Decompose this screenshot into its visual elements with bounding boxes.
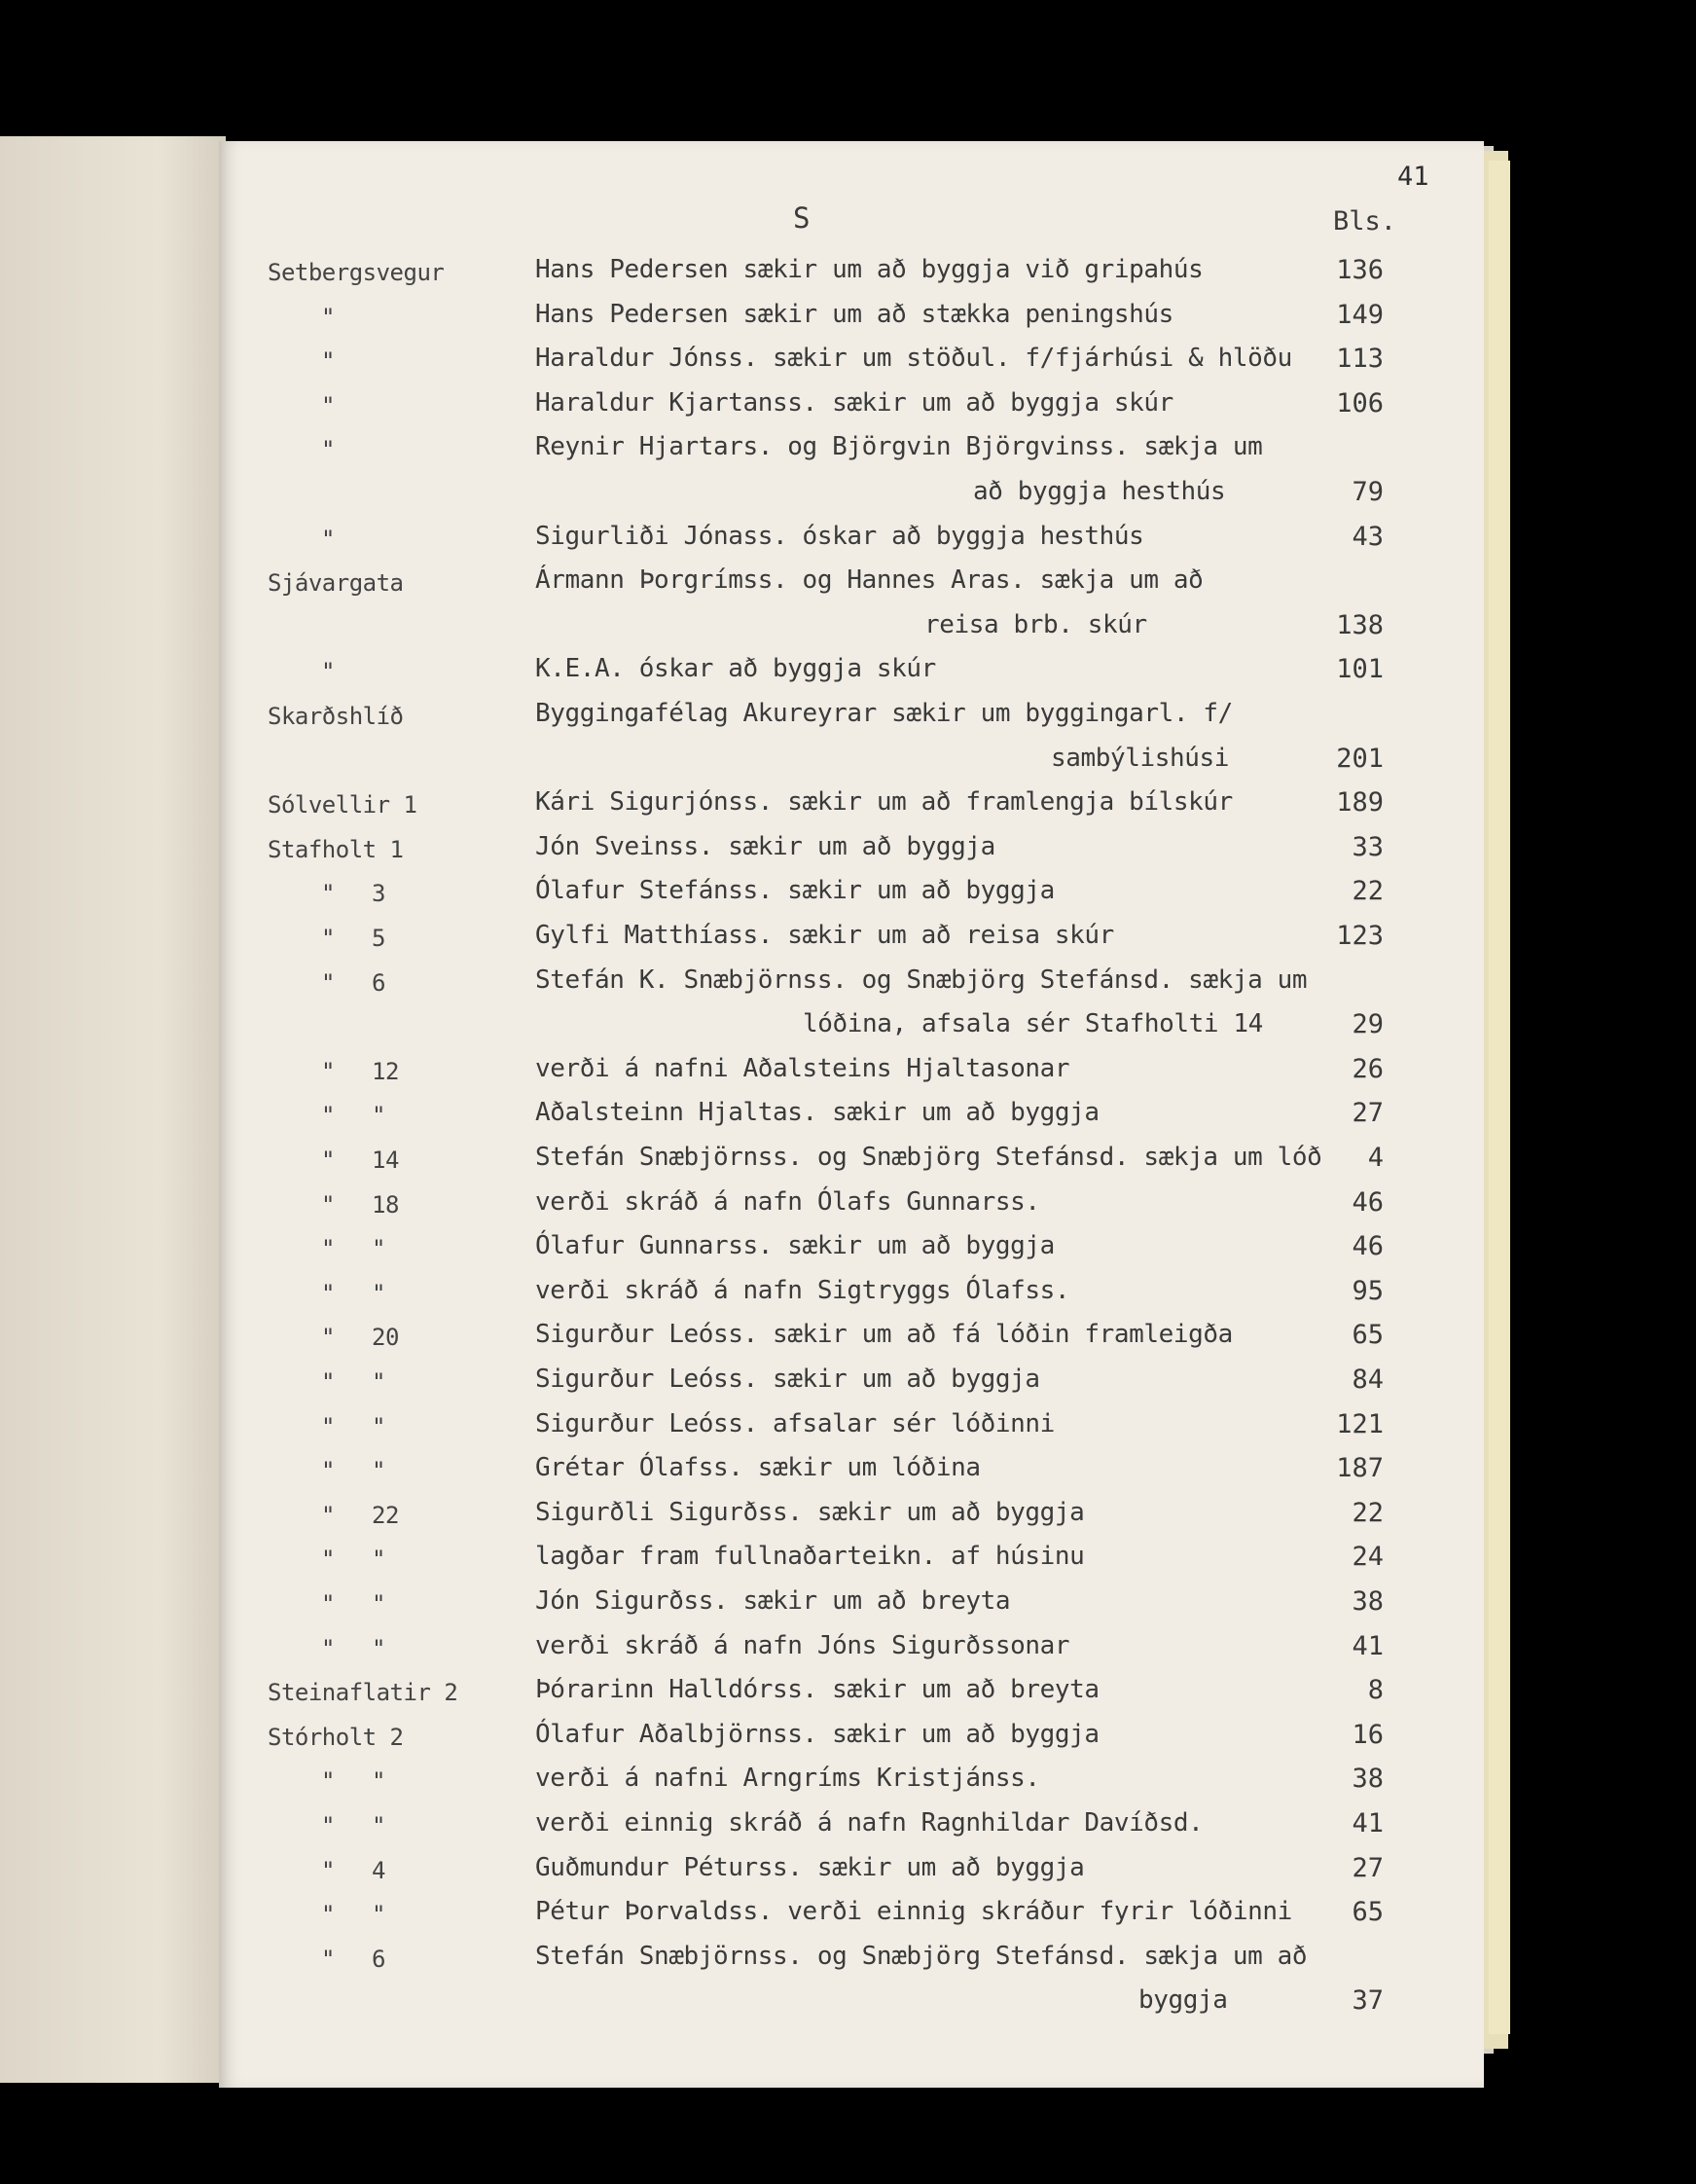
entry-description: Ólafur Stefánss. sækir um að byggja xyxy=(535,876,1055,905)
page-reference: 37 xyxy=(1352,1985,1384,2016)
entry-description: Sigurður Leóss. sækir um að byggja xyxy=(535,1365,1040,1394)
entry-description: verði á nafni Arngríms Kristjánss. xyxy=(535,1764,1040,1793)
entry-description: Sigurðli Sigurðss. sækir um að byggja xyxy=(535,1498,1085,1527)
entry-description: Ólafur Aðalbjörnss. sækir um að byggja xyxy=(535,1720,1100,1749)
street-name: " xyxy=(321,1191,335,1219)
entry-description: Sigurliði Jónass. óskar að byggja hesthús xyxy=(535,522,1144,551)
page-reference: 29 xyxy=(1352,1009,1384,1039)
page-reference: 201 xyxy=(1336,744,1384,774)
street-name: " xyxy=(321,304,335,331)
entry-description: Jón Sveinss. sækir um að byggja xyxy=(535,832,995,861)
page-reference: 43 xyxy=(1352,522,1384,552)
entry-description: Kári Sigurjónss. sækir um að framlengja bílskúr xyxy=(535,787,1233,817)
street-name: Sjávargata xyxy=(268,569,404,597)
street-name: Sólvellir 1 xyxy=(268,791,417,819)
house-number: " xyxy=(372,1767,385,1795)
page-reference: 38 xyxy=(1352,1764,1384,1794)
street-name: " xyxy=(321,969,335,997)
house-number: 6 xyxy=(372,969,385,997)
entry-description: Hans Pedersen sækir um að byggja við gripahús xyxy=(535,255,1204,284)
entry-description: verði einnig skráð á nafn Ragnhildar Davíðsd. xyxy=(535,1808,1204,1838)
street-name: " xyxy=(321,1413,335,1440)
page-reference: 121 xyxy=(1336,1409,1384,1439)
entry-description: Sigurður Leóss. sækir um að fá lóðin framleigða xyxy=(535,1320,1233,1349)
street-name: Setbergsvegur xyxy=(268,259,445,286)
entry-description: Guðmundur Péturss. sækir um að byggja xyxy=(535,1853,1085,1882)
entry-description: verði skráð á nafn Sigtryggs Ólafss. xyxy=(535,1276,1070,1305)
entry-description: lóðina, afsala sér Stafholti 14 xyxy=(803,1009,1263,1038)
street-name: " xyxy=(321,1546,335,1573)
page-reference: 22 xyxy=(1352,1498,1384,1528)
street-name: " xyxy=(321,1235,335,1262)
entry-description: Stefán K. Snæbjörnss. og Snæbjörg Stefánsd. sækja um xyxy=(535,965,1308,995)
entry-description: verði skráð á nafn Jóns Sigurðssonar xyxy=(535,1631,1070,1660)
street-name: " xyxy=(321,1147,335,1174)
house-number: " xyxy=(372,1102,385,1129)
street-name: " xyxy=(321,880,335,907)
page-reference: 26 xyxy=(1352,1054,1384,1084)
street-name: Steinaflatir 2 xyxy=(268,1679,458,1706)
street-name: " xyxy=(321,1635,335,1662)
street-name: " xyxy=(321,1590,335,1618)
page-number: 41 xyxy=(1397,162,1429,192)
house-number: " xyxy=(372,1546,385,1573)
entry-description: Byggingafélag Akureyrar sækir um byggingarl. f/ xyxy=(535,699,1233,728)
street-name: Skarðshlíð xyxy=(268,703,404,730)
page-reference: 8 xyxy=(1367,1675,1384,1705)
entry-description: Haraldur Kjartanss. sækir um að byggja skúr xyxy=(535,388,1173,418)
street-name: " xyxy=(321,1324,335,1351)
street-name: " xyxy=(321,1102,335,1129)
house-number: " xyxy=(372,1901,385,1928)
entry-description: að byggja hesthús xyxy=(973,477,1226,506)
page-reference: 22 xyxy=(1352,876,1384,906)
entry-description: Jón Sigurðss. sækir um að breyta xyxy=(535,1586,1011,1616)
page-reference: 149 xyxy=(1336,300,1384,330)
house-number: 18 xyxy=(372,1191,399,1219)
entry-description: Grétar Ólafss. sækir um lóðina xyxy=(535,1453,981,1482)
entry-description: Stefán Snæbjörnss. og Snæbjörg Stefánsd. sækja um að xyxy=(535,1942,1308,1971)
entry-description: Ármann Þorgrímss. og Hannes Aras. sækja um að xyxy=(535,565,1204,595)
page-reference: 27 xyxy=(1352,1098,1384,1128)
street-name: " xyxy=(321,392,335,419)
entry-description: Gylfi Matthíass. sækir um að reisa skúr xyxy=(535,921,1114,950)
street-name: " xyxy=(321,925,335,952)
entry-description: Hans Pedersen sækir um að stækka peningshús xyxy=(535,300,1173,329)
street-name: " xyxy=(321,1901,335,1928)
page-reference: 79 xyxy=(1352,477,1384,507)
page-reference: 41 xyxy=(1352,1808,1384,1838)
page-reference: 46 xyxy=(1352,1187,1384,1218)
street-name: Stafholt 1 xyxy=(268,836,404,863)
entry-description: byggja xyxy=(1138,1985,1228,2015)
house-number: 3 xyxy=(372,880,385,907)
house-number: 4 xyxy=(372,1857,385,1884)
house-number: " xyxy=(372,1280,385,1307)
page-reference: 123 xyxy=(1336,921,1384,951)
entry-description: Stefán Snæbjörnss. og Snæbjörg Stefánsd. sækja um lóð xyxy=(535,1143,1322,1172)
page-reference: 4 xyxy=(1367,1143,1384,1173)
house-number: 6 xyxy=(372,1946,385,1973)
entry-description: Þórarinn Halldórss. sækir um að breyta xyxy=(535,1675,1100,1704)
house-number: 5 xyxy=(372,925,385,952)
street-name: " xyxy=(321,1058,335,1085)
entry-description: Reynir Hjartars. og Björgvin Björgvinss. sækja um xyxy=(535,432,1263,461)
street-name: " xyxy=(321,1457,335,1484)
page-reference: 24 xyxy=(1352,1542,1384,1572)
page-column-header: Bls. xyxy=(1333,206,1397,237)
entry-description: Haraldur Jónss. sækir um stöðul. f/fjárhúsi & hlöðu xyxy=(535,344,1292,373)
house-number: 20 xyxy=(372,1324,399,1351)
street-name: " xyxy=(321,1280,335,1307)
street-name: " xyxy=(321,1368,335,1396)
entry-description: Ólafur Gunnarss. sækir um að byggja xyxy=(535,1231,1055,1260)
entry-description: Pétur Þorvaldss. verði einnig skráður fyrir lóðinni xyxy=(535,1897,1292,1926)
page-reference: 65 xyxy=(1352,1897,1384,1927)
street-name: " xyxy=(321,526,335,553)
page-reference: 65 xyxy=(1352,1320,1384,1350)
street-name: " xyxy=(321,1767,335,1795)
page-reference: 46 xyxy=(1352,1231,1384,1261)
index-letter-heading: S xyxy=(793,201,811,235)
house-number: " xyxy=(372,1368,385,1396)
entry-description: Aðalsteinn Hjaltas. sækir um að byggja xyxy=(535,1098,1100,1127)
house-number: " xyxy=(372,1590,385,1618)
entry-description: K.E.A. óskar að byggja skúr xyxy=(535,654,936,683)
page-reference: 136 xyxy=(1336,255,1384,285)
street-name: " xyxy=(321,1946,335,1973)
house-number: " xyxy=(372,1235,385,1262)
entry-description: verði á nafni Aðalsteins Hjaltasonar xyxy=(535,1054,1070,1083)
page-reference: 38 xyxy=(1352,1586,1384,1617)
house-number: " xyxy=(372,1635,385,1662)
house-number: " xyxy=(372,1812,385,1839)
page-reference: 101 xyxy=(1336,654,1384,684)
page-reference: 84 xyxy=(1352,1365,1384,1395)
street-name: " xyxy=(321,658,335,685)
entry-description: sambýlishúsi xyxy=(1051,744,1230,773)
page-reference: 106 xyxy=(1336,388,1384,419)
entry-description: reisa brb. skúr xyxy=(924,610,1147,639)
street-name: " xyxy=(321,1857,335,1884)
page-reference: 189 xyxy=(1336,787,1384,818)
page-reference: 138 xyxy=(1336,610,1384,640)
house-number: " xyxy=(372,1457,385,1484)
page-reference: 187 xyxy=(1336,1453,1384,1483)
page-reference: 33 xyxy=(1352,832,1384,862)
street-name: " xyxy=(321,436,335,463)
street-name: " xyxy=(321,1812,335,1839)
page-reference: 113 xyxy=(1336,344,1384,374)
house-number: 14 xyxy=(372,1147,399,1174)
entry-description: verði skráð á nafn Ólafs Gunnarss. xyxy=(535,1187,1040,1217)
page-reference: 27 xyxy=(1352,1853,1384,1883)
house-number: " xyxy=(372,1413,385,1440)
house-number: 12 xyxy=(372,1058,399,1085)
street-name: " xyxy=(321,347,335,375)
page-reference: 16 xyxy=(1352,1720,1384,1750)
page-reference: 95 xyxy=(1352,1276,1384,1306)
entry-description: Sigurður Leóss. afsalar sér lóðinni xyxy=(535,1409,1055,1438)
house-number: 22 xyxy=(372,1502,399,1529)
entry-description: lagðar fram fullnaðarteikn. af húsinu xyxy=(535,1542,1085,1571)
page-reference: 41 xyxy=(1352,1631,1384,1661)
street-name: Stórholt 2 xyxy=(268,1724,404,1751)
street-name: " xyxy=(321,1502,335,1529)
